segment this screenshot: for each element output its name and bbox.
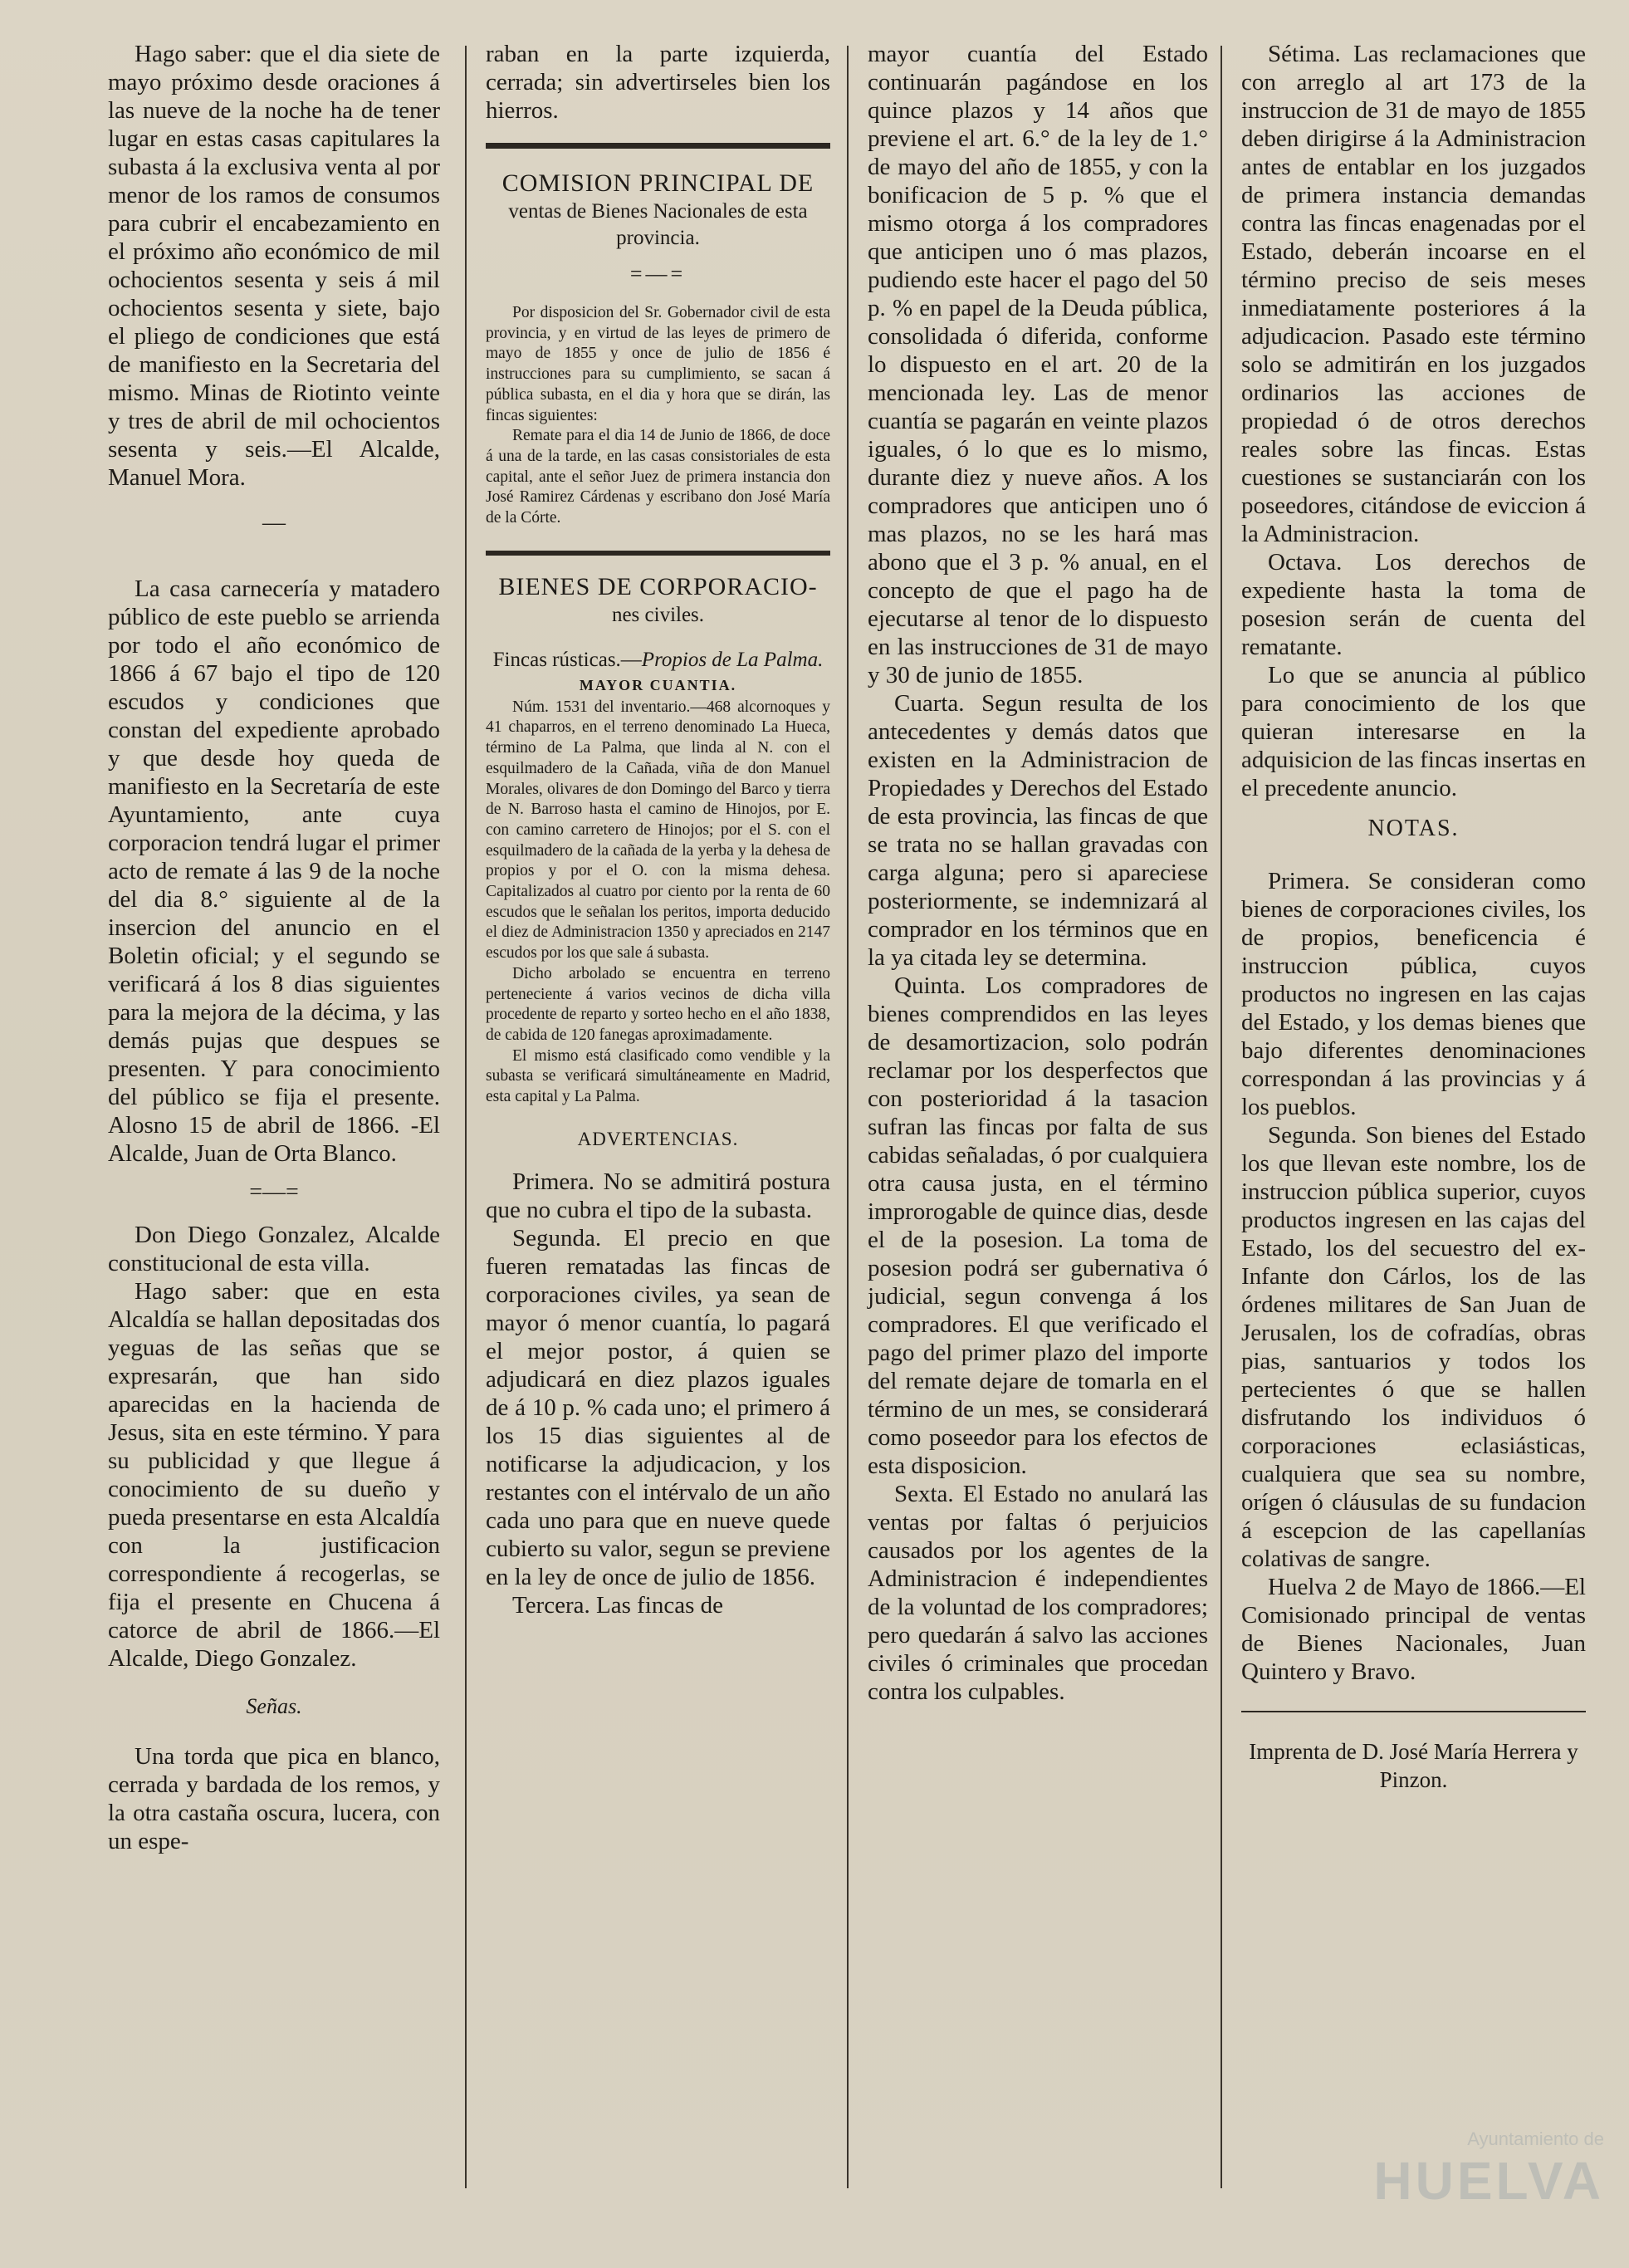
advertencia-segunda: Segunda. El precio en que fueren rematadas las fincas de corporaciones civiles, ya sean de mayor ó menor cuantía, lo pagará el mejor postor, á quien se adjudicará en diez plazos iguales de á 10 p. % cada uno; el primero á los 15 dias siguientes al de notificarse la adjudicacion, y los restantes con el intérvalo de un año cada uno para que en nueve quede cubierto su valor, segun se previene en la ley de once de julio de 1856. [486,1224,830,1590]
separator: — [262,510,286,536]
nota-primera: Primera. Se consideran como bienes de corporaciones civiles, los de propios, beneficencia é instruccion pública, cuyos productos no ingresen en las cajas del Estado, y los demas bienes que bajo diferentes denominaciones correspondan á las provincias y á los pueblos. [1241,868,1586,1120]
separator: =—= [629,262,687,286]
anuncio-text: Lo que se anuncia al público para conocimiento de los que quieran interesarse en la adquisicion de las fincas insertas en el precedente anuncio. [1241,662,1586,801]
column-rule [465,46,467,2188]
notice-chucena: Hago saber: que en esta Alcaldía se hallan depositadas dos yeguas de las señas que se expresarán, que han sido aparecidas en la hacienda de Jesus, sita en este término. Y para su publicidad y que llegue á conocimiento de su dueño y pueda presentarse en esta Alcaldía con la justificacion correspondiente á recogerlas, se fija el presente en Chucena á catorce de abril de 1866.—El Alcalde, Diego Gonzalez. [108,1278,440,1672]
senas-continued: raban en la parte izquierda, cerrada; sin advertirseles bien los hierros. [486,41,830,124]
notas-title: NOTAS. [1367,816,1460,841]
advertencia-tercera: Tercera. Las fincas de [512,1591,723,1619]
advertencia-primera: Primera. No se admitirá postura que no cubra el tipo de la subasta. [486,1168,830,1223]
fincas-propios: Propios de La Palma. [641,648,824,671]
column-4 [1241,40,1586,1794]
disposicion-text: Por disposicion del Sr. Gobernador civil de esta provincia, y en virtud de las leyes de primero de mayo de 1855 y once de julio de 1856 é instrucciones para su cumplimiento, se sacan á pública subasta, en el dia y hora que se dirán, las fincas siguientes: [486,304,830,424]
section-rule [486,143,830,149]
tercera-continued: mayor cuantía del Estado continuarán pagándose en los quince plazos y 14 años que previene el art. 6.° de la ley de 1.° de mayo del año de 1855, y con la bonificacion de 5 p. % que el mismo otorga á los compradores que anticipen uno ó mas plazos, pudiendo este hacer el pago del 50 p. % en papel de la Deuda pública, consolidada ó diferida, conforme lo dispuesto en el art. 20 de la mencionada ley. Las de menor cuantía se pagarán en veinte plazos iguales, ó lo que es lo mismo, durante diez y nueve años. A los compradores que anticipen uno ó mas plazos, no se les hará mas abono que el 3 p. % anual, en el concepto de que el pago ha de ejecutarse al tenor de lo dispuesto en las instrucciones de 31 de mayo y 30 de junio de 1855. [868,41,1208,688]
section-subheading: ventas de Bienes Nacionales de esta provincia. [508,200,808,249]
signature: Huelva 2 de Mayo de 1866.—El Comisionado principal de ventas de Bienes Nacionales, Juan Quintero y Bravo. [1241,1574,1586,1685]
watermark-label: Ayuntamiento de [1467,2128,1604,2149]
bienes-subheading: nes civiles. [611,603,705,626]
advertencia-quinta: Quinta. Los compradores de bienes comprendidos en las leyes de desamortizacion, solo podrán reclamar por los desperfectos que con posterioridad á la tasacion sufran las fincas por falta de sus cabidas señaladas, ó por cualquiera otra causa justa, en el término improrogable de quince dias, desde el de la posesion. La toma de posesion podrá ser gubernativa ó judicial, segun convenga á los compradores. El que verificado el pago del primer plazo del importe del remate dejare de tomarla en el término de un mes, se considerará como poseedor para los efectos de esta disposicion. [868,972,1208,1479]
fincas-prefix: Fincas rústicas.— [492,648,642,671]
column-2 [486,40,830,1619]
clasificado-text: El mismo está clasificado como vendible y la subasta se verificará simultáneamente en Madrid, esta capital y La Palma. [486,1046,830,1106]
advertencia-octava: Octava. Los derechos de expediente hasta la toma de posesion serán de cuenta del rematante. [1241,549,1586,660]
arbolado-text: Dicho arbolado se encuentra en terreno perteneciente á varios vecinos de dicha villa procedente de reparto y sorteo hecho en el año 1838, de cabida de 120 fanegas aproximadamente. [486,964,830,1044]
senas-title: Señas. [246,1694,302,1718]
column-1 [108,40,440,1855]
advertencias-title: ADVERTENCIAS. [577,1128,739,1149]
bienes-heading: BIENES DE CORPORACIO- [498,572,818,600]
column-rule [1221,46,1222,2188]
fincas-title [486,647,830,674]
imprint: Imprenta de D. José María Herrera y Pinzon. [1249,1739,1578,1792]
remate-text: Remate para el dia 14 de Junio de 1866, de doce á una de la tarde, en las casas consistoriales de esta capital, ante el señor Juez de primera instancia don José Ramirez Cárdenas y escribano don José María de la Córte. [486,427,830,527]
column-rule [847,46,849,2188]
notice-chucena-header: Don Diego Gonzalez, Alcalde constitucional de esta villa. [108,1222,440,1276]
inventario-text: Núm. 1531 del inventario.—468 alcornoques y 41 chaparros, en el terreno denominado La Hueca, término de La Palma, que linda al N. con el esquilmadero de la Cañada, viña de don Manuel Morales, olivares de don Domingo del Barco y tierra de N. Barroso hasta el camino de Hinojos, por E. con camino carretero de Hinojos; por el S. con el esquilmadero de la cañada de la yerba y la dehesa de propios y por el O. con la misma dehesa. Capitalizados al cuatro por ciento por la renta de 60 escudos que le señalan los peritos, importa deducido el diez de Administracion 1350 y apreciados en 2147 escudos por los que sale á subasta. [486,698,830,963]
notice-riotinto: Hago saber: que el dia siete de mayo próximo desde oraciones á las nueve de la noche ha de tener lugar en estas casas capitulares la subasta á la exclusiva venta al por menor de los ramos de consumos para cubrir el encabezamiento en el próximo año económico de mil ochocientos sesenta y seis á mil ochocientos sesenta y siete, bajo el pliego de condiciones que está de manifiesto en la Secretaria del mismo. Minas de Riotinto veinte y tres de abril de mil ochocientos sesenta y seis.—El Alcalde, Manuel Mora. [108,41,440,491]
advertencia-setima: Sétima. Las reclamaciones que con arreglo al art 173 de la instruccion de 31 de mayo de 1855 deben dirigirse á la Administracion antes de entablar en los juzgados de primera instancia demandas contra las fincas enagenadas por el Estado, deberán incoarse en el término preciso de seis meses inmediatamente posteriores á la adjudicacion. Pasado este término solo se admitirán en los juzgados ordinarios las acciones de propiedad ó de otros derechos reales sobre las fincas. Estas cuestiones se sustanciarán con los poseedores, citándose de eviccion á la Administracion. [1241,41,1586,547]
senas-text: Una torda que pica en blanco, cerrada y bardada de los remos, y la otra castaña oscura, lucera, con un espe- [108,1743,440,1854]
section-rule [486,551,830,556]
watermark-name: HUELVA [1373,2151,1604,2211]
mayor-cuantia: MAYOR CUANTIA. [579,676,737,693]
advertencia-sexta: Sexta. El Estado no anulará las ventas por faltas ó perjuicios causados por los agentes de la Administracion é independientes de la voluntad de los compradores; pero quedarán á salvo las acciones civiles ó criminales que procedan contra los culpables. [868,1481,1208,1705]
column-3 [868,40,1208,1706]
nota-segunda: Segunda. Son bienes del Estado los que llevan este nombre, los de instruccion pública superior, cuyos productos ingresen en las cajas del Estado, los del secuestro del ex-Infante don Cárlos, los de las órdenes militares de San Juan de Jerusalen, los de cofradías, obras pias, santuarios y todos los pertecientes ó que se hallen disfrutando los individuos ó corporaciones eclasiásticas, cualquiera que sea su nombre, orígen ó cláusulas de su fundacion á escepcion de las capellanías colativas de sangre. [1241,1122,1586,1572]
advertencia-cuarta: Cuarta. Segun resulta de los antecedentes y demás datos que existen en la Administracion de Propiedades y Derechos del Estado de esta provincia, las fincas de que se trata no se hallan gravadas con carga alguna; pero si apareciese posteriormente, se indemnizará al comprador en los términos que en la ya citada ley se determina. [868,690,1208,971]
notice-alosno: La casa carnecería y matadero público de este pueblo se arrienda por todo el año económico de 1866 á 67 bajo el tipo de 120 escudos y condiciones que constan del expediente aprobado y que desde hoy queda de manifiesto en la Secretaría de este Ayuntamiento, ante cuya corporacion tendrá lugar el primer acto de remate á las 9 de la noche del dia 8.° siguiente al de la insercion del anuncio en el Boletin oficial; y el segundo se verificará á los 8 dias siguientes para la mejora de la décima, y las demás pujas que despues se presenten. Y para conocimiento del público se fija el presente. Alosno 15 de abril de 1866. -El Alcalde, Juan de Orta Blanco. [108,576,440,1167]
separator: =—= [249,1179,299,1205]
archive-watermark [1338,2128,1604,2253]
section-heading: COMISION PRINCIPAL DE [501,169,814,197]
imprint-rule [1241,1711,1586,1712]
